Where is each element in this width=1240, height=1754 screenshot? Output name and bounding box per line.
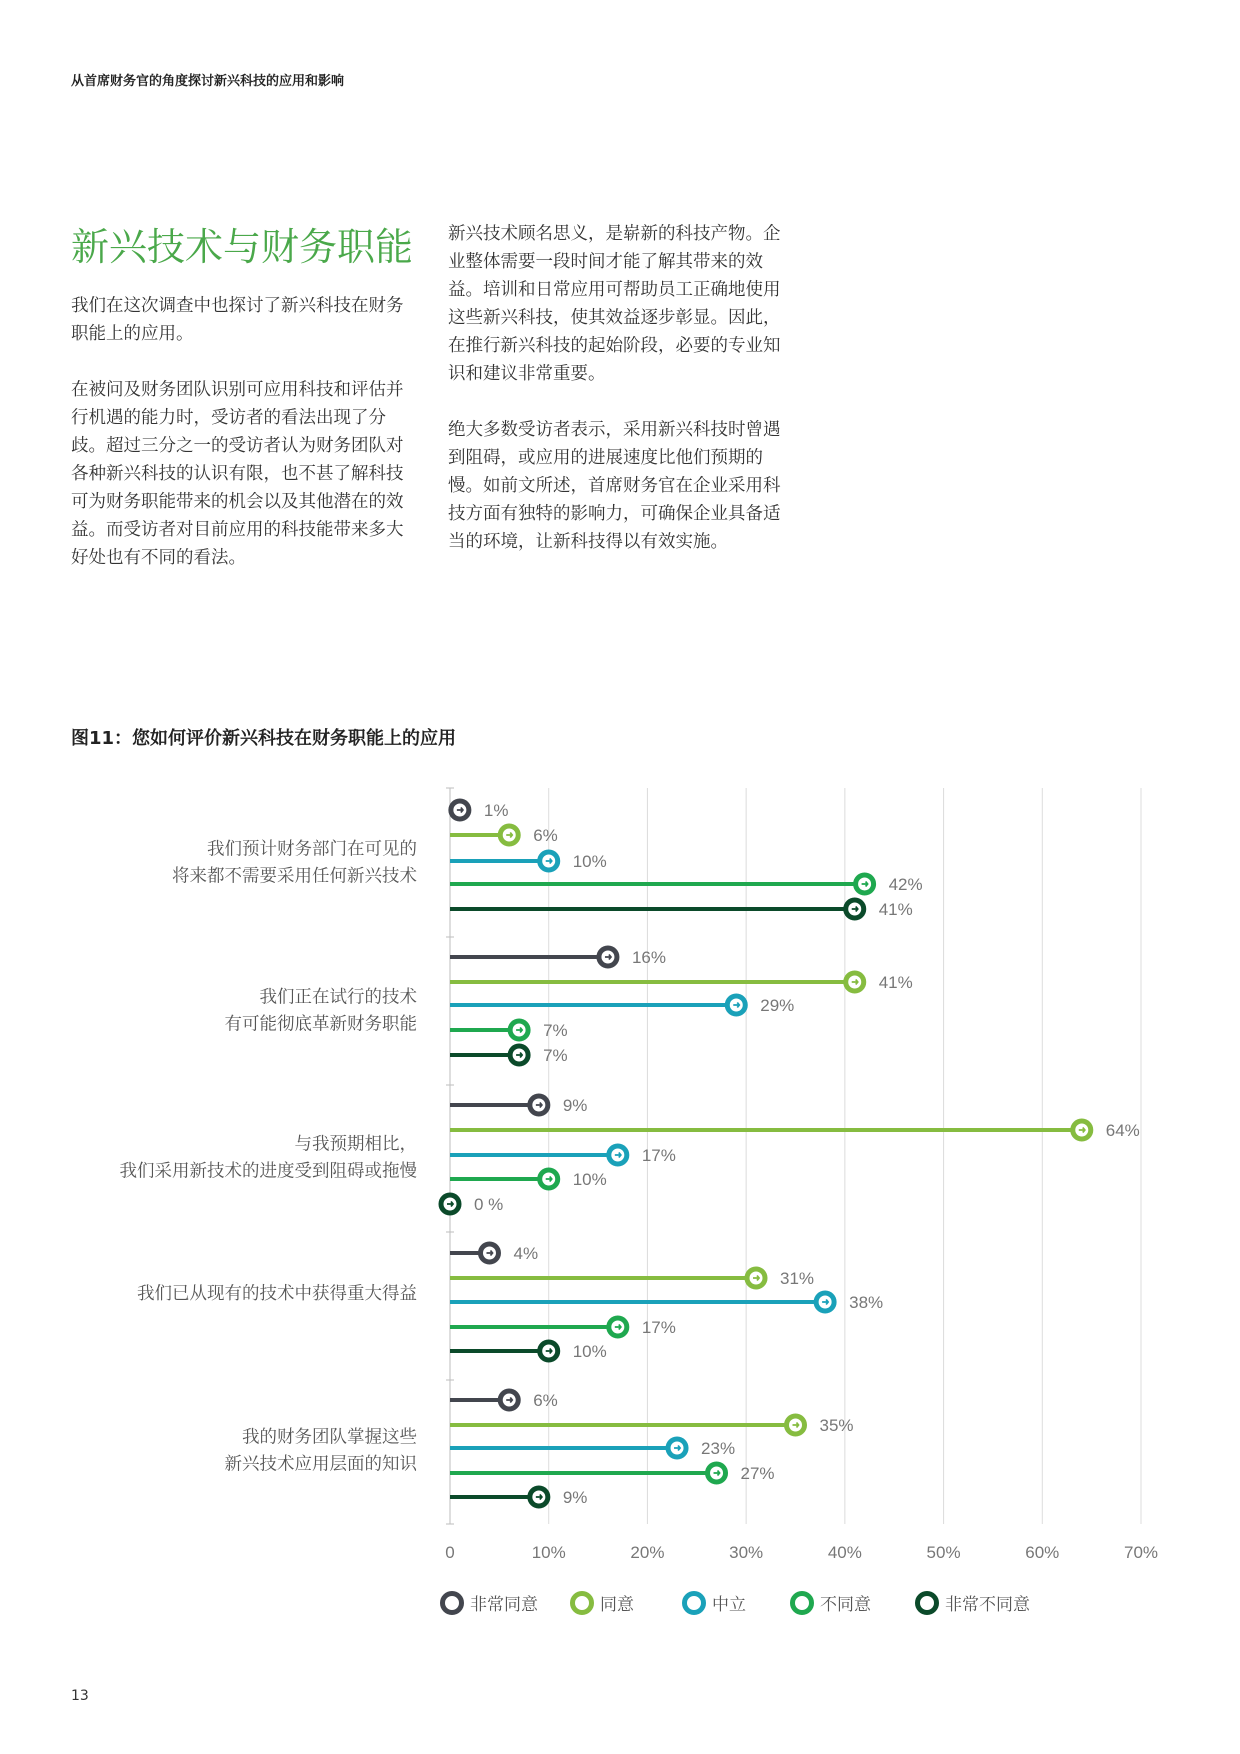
data-label: 41% [878, 900, 913, 919]
data-label: 31% [780, 1269, 815, 1288]
data-label: 23% [701, 1439, 736, 1458]
data-label: 10% [572, 852, 607, 871]
category-label: 新兴技术应用层面的知识 [224, 1453, 417, 1474]
data-label: 35% [819, 1416, 854, 1435]
running-header: 从首席财务官的角度探讨新兴科技的应用和影响 [71, 74, 345, 89]
data-label: 4% [513, 1244, 539, 1263]
data-label: 0 % [474, 1195, 504, 1214]
left-column [71, 292, 406, 600]
x-tick-label: 40% [827, 1543, 862, 1562]
paragraph: 我们在这次调查中也探讨了新兴科技在财务职能上的应用。 [71, 296, 404, 344]
x-tick-label: 30% [729, 1543, 764, 1562]
data-label: 27% [740, 1464, 775, 1483]
data-label: 9% [562, 1096, 588, 1115]
legend-marker-icon [570, 1591, 594, 1615]
x-tick-label: 70% [1123, 1543, 1159, 1562]
legend-item [440, 1590, 538, 1615]
x-tick-label: 0 [445, 1543, 455, 1562]
legend-label: 非常不同意 [945, 1595, 1030, 1615]
legend-item [915, 1590, 1030, 1615]
legend-item [790, 1590, 871, 1615]
data-label: 1% [483, 801, 509, 820]
legend-marker-icon [440, 1591, 464, 1615]
data-label: 41% [878, 973, 913, 992]
legend-label: 中立 [712, 1595, 746, 1615]
x-tick-label: 20% [630, 1543, 665, 1562]
data-label: 64% [1105, 1121, 1140, 1140]
legend-item [682, 1590, 746, 1615]
data-label: 10% [572, 1170, 607, 1189]
category-label: 我的财务团队掌握这些 [242, 1426, 417, 1447]
data-label: 7% [543, 1021, 568, 1040]
category-label: 有可能彻底革新财务职能 [224, 1013, 417, 1034]
data-label: 17% [641, 1318, 676, 1337]
category-label: 我们正在试行的技术 [259, 986, 417, 1007]
category-label: 我们采用新技术的进度受到阻碍或拖慢 [119, 1160, 417, 1181]
category-label: 我们预计财务部门在可见的 [207, 838, 417, 859]
legend-label: 同意 [600, 1595, 634, 1615]
data-label: 17% [641, 1146, 676, 1165]
data-label: 6% [533, 826, 558, 845]
legend-label: 非常同意 [470, 1595, 538, 1615]
data-label: 38% [849, 1293, 884, 1312]
x-tick-label: 10% [531, 1543, 566, 1562]
data-label: 10% [572, 1342, 607, 1361]
data-label: 42% [888, 875, 923, 894]
legend-item [570, 1590, 634, 1615]
data-label: 6% [533, 1391, 558, 1410]
data-label: 9% [562, 1488, 588, 1507]
legend-marker-icon [790, 1591, 814, 1615]
legend-marker-icon [682, 1591, 706, 1615]
data-label: 29% [760, 996, 795, 1015]
x-tick-label: 60% [1025, 1543, 1060, 1562]
data-label: 16% [631, 948, 666, 967]
category-label: 我们已从现有的技术中获得重大得益 [137, 1283, 417, 1303]
lollipop-chart [0, 770, 1240, 1590]
legend-marker-icon [915, 1591, 939, 1615]
x-tick-label: 50% [926, 1543, 961, 1562]
paragraph: 在被问及财务团队识别可应用科技和评估并行机遇的能力时，受访者的看法出现了分歧。超过三分之一的受访者认为财务团队对各种新兴科技的认识有限，也不甚了解科技可为财务职能带来的机会以及其他潜在的效益。而受访者对目前应用的科技能带来多大好处也有不同的看法。 [71, 380, 404, 568]
category-label: 与我预期相比， [294, 1133, 417, 1154]
legend-label: 不同意 [820, 1595, 871, 1615]
section-title: 新兴技术与财务职能 [71, 225, 414, 269]
figure-title: 图11：您如何评价新兴科技在财务职能上的应用 [71, 728, 457, 749]
page-number: 13 [71, 1688, 89, 1704]
right-column [448, 220, 788, 584]
category-label: 将来都不需要采用任何新兴技术 [172, 865, 417, 886]
data-label: 7% [543, 1046, 568, 1065]
paragraph: 绝大多数受访者表示，采用新兴科技时曾遇到阻碍，或应用的进展速度比他们预期的慢。如前文所述，首席财务官在企业采用科技方面有独特的影响力，可确保企业具备适当的环境，让新科技得以有效实施。 [448, 420, 781, 552]
paragraph: 新兴技术顾名思义，是崭新的科技产物。企业整体需要一段时间才能了解其带来的效益。培训和日常应用可帮助员工正确地使用这些新兴科技，使其效益逐步彰显。因此，在推行新兴科技的起始阶段，必要的专业知识和建议非常重要。 [448, 224, 781, 384]
